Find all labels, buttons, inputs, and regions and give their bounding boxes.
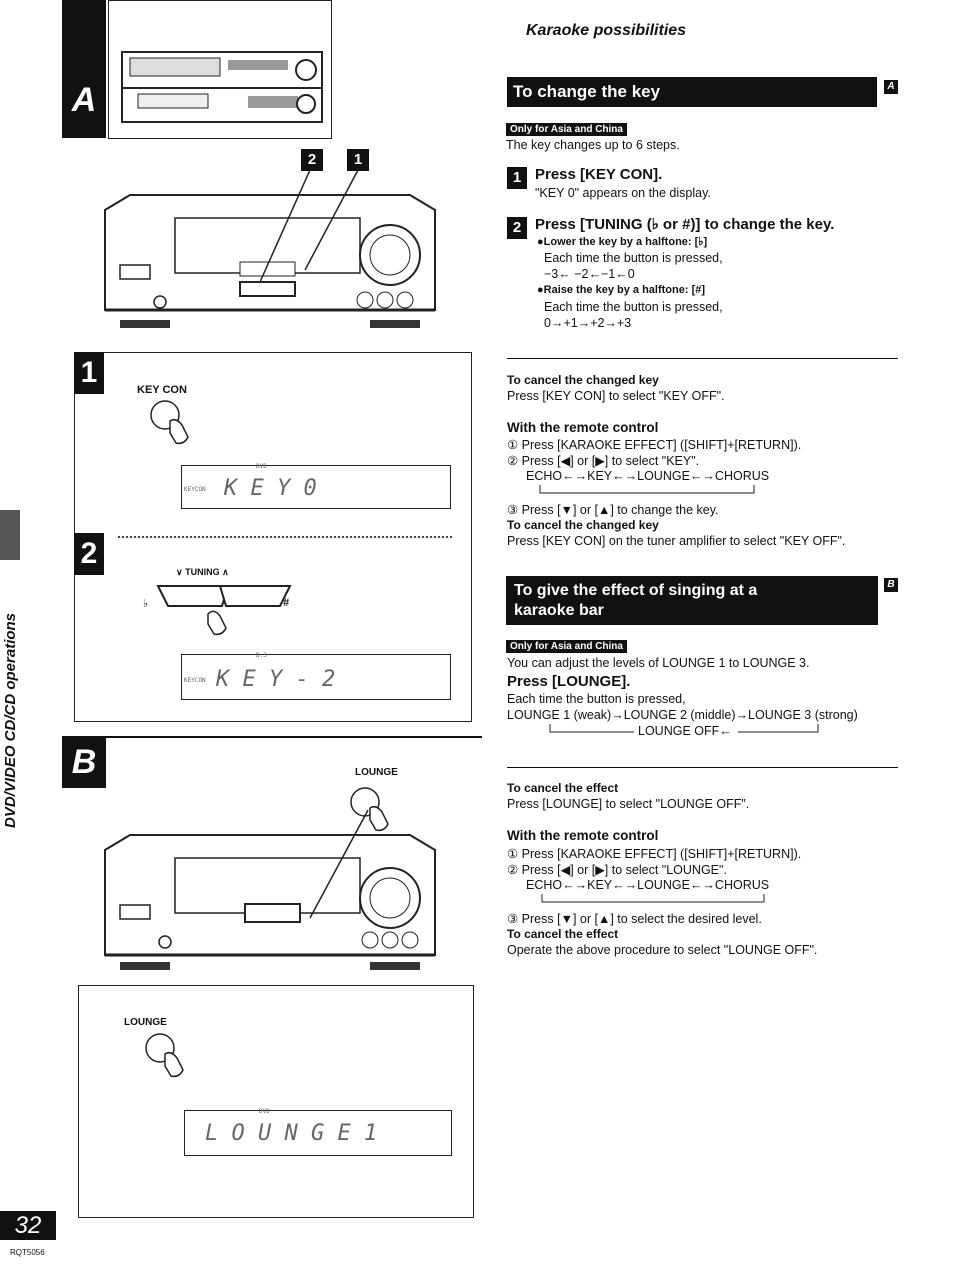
side-tab-marker: [0, 510, 20, 560]
remote-b-cancel-title: To cancel the effect: [507, 927, 619, 941]
finger-press-icon-b: [135, 1028, 215, 1080]
cancel-effect-desc: Press [LOUNGE] to select "LOUNGE OFF".: [507, 797, 750, 811]
marker-step-1: 1: [347, 149, 369, 171]
step-2-badge: 2: [74, 533, 104, 575]
section-b-letter-icon: B: [884, 578, 898, 592]
step-2-title: Press [TUNING (♭ or #)] to change the key.: [535, 216, 835, 233]
step-1-title: Press [KEY CON].: [535, 166, 663, 183]
remote-b-cancel-desc: Operate the above procedure to select "LOUNGE OFF".: [507, 943, 818, 957]
remote-b-step-1: ① Press [KARAOKE EFFECT] ([SHIFT]+[RETURN]).: [507, 847, 802, 861]
remote-b-cycle-arrow: [538, 894, 768, 906]
region-tag-b: Only for Asia and China: [506, 640, 627, 653]
section-a-letter-icon: A: [884, 80, 898, 94]
press-lounge-desc: Each time the button is pressed,: [507, 692, 686, 706]
tuning-buttons-icon: [150, 580, 300, 640]
lower-key-title: ●Lower the key by a halftone: [♭]: [537, 236, 708, 248]
cancel-effect-title: To cancel the effect: [507, 781, 619, 795]
region-tag-a: Only for Asia and China: [506, 123, 627, 136]
lounge-sequence-back: LOUNGE OFF←: [638, 724, 732, 738]
page-heading: Karaoke possibilities: [526, 22, 687, 39]
remote-b-title: With the remote control: [507, 828, 659, 843]
section-b-rule: [507, 767, 898, 768]
key-con-label: KEY CON: [137, 384, 187, 396]
remote-a-step-3: ③ Press [▼] or [▲] to change the key.: [507, 503, 719, 517]
lounge-lcd-display: DVD L O U N G E 1: [184, 1110, 452, 1156]
step-1-desc: "KEY 0" appears on the display.: [535, 186, 711, 200]
section-a-marker: A: [62, 0, 106, 138]
cancel-key-desc: Press [KEY CON] to select "KEY OFF".: [507, 389, 725, 403]
document-code: RQT5056: [10, 1248, 45, 1257]
section-a-rule: [507, 358, 898, 359]
remote-b-step-3: ③ Press [▼] or [▲] to select the desired level.: [507, 912, 762, 926]
tuning-label: ∨ TUNING ∧: [176, 567, 229, 577]
section-a-intro: The key changes up to 6 steps.: [506, 138, 680, 152]
remote-a-cancel-desc: Press [KEY CON] on the tuner amplifier to select "KEY OFF".: [507, 534, 846, 548]
raise-key-sequence: 0→+1→+2→+3: [544, 316, 632, 330]
amplifier-illustration-b: [100, 780, 440, 970]
remote-a-cancel-title: To cancel the changed key: [507, 518, 659, 532]
cancel-key-title: To cancel the changed key: [507, 373, 659, 387]
remote-a-step-1: ① Press [KARAOKE EFFECT] ([SHIFT]+[RETURN]).: [507, 438, 802, 452]
dotted-divider: [118, 536, 452, 538]
finger-press-icon: [140, 397, 220, 449]
section-b-banner: To give the effect of singing at a karaoke bar: [506, 576, 878, 625]
section-b-marker: B: [62, 736, 106, 788]
key-lcd-display-1: KEYCON DVD K E Y 0: [181, 465, 451, 509]
marker-step-2: 2: [301, 149, 323, 171]
section-a-banner: To change the key: [507, 77, 877, 107]
lower-key-sequence: −3← −2←−1←0: [544, 267, 635, 281]
raise-key-desc: Each time the button is pressed,: [544, 300, 723, 314]
lounge-label: LOUNGE: [124, 1017, 167, 1028]
section-b-intro: You can adjust the levels of LOUNGE 1 to LOUNGE 3.: [507, 656, 810, 670]
flat-symbol: ♭: [143, 598, 149, 610]
key-lcd-display-2: KEYCON D.3 K E Y - 2: [181, 654, 451, 700]
stereo-system-illustration: [108, 0, 332, 140]
lounge-sequence: LOUNGE 1 (weak)→LOUNGE 2 (middle)→LOUNGE 3 (strong): [507, 708, 858, 722]
lounge-top-label: LOUNGE: [355, 767, 398, 778]
step-1-badge: 1: [74, 352, 104, 394]
press-lounge-title: Press [LOUNGE].: [507, 673, 631, 690]
section-b-divider: [62, 736, 482, 738]
lower-key-desc: Each time the button is pressed,: [544, 251, 723, 265]
remote-b-step-2: ② Press [◀] or [▶] to select "LOUNGE".: [507, 863, 727, 877]
amplifier-illustration: [100, 170, 440, 330]
right-step-2-badge: 2: [507, 217, 527, 239]
raise-key-title: ●Raise the key by a halftone: [#]: [537, 284, 706, 296]
remote-a-title: With the remote control: [507, 420, 659, 435]
remote-b-cycle: ECHO←→KEY←→LOUNGE←→CHORUS: [526, 878, 770, 892]
side-tab-label: DVD/VIDEO CD/CD operations: [2, 612, 19, 828]
remote-a-cycle: ECHO←→KEY←→LOUNGE←→CHORUS: [526, 469, 770, 483]
sharp-symbol: #: [283, 597, 290, 609]
page-number: 32: [0, 1211, 56, 1240]
right-step-1-badge: 1: [507, 167, 527, 189]
remote-a-step-2: ② Press [◀] or [▶] to select "KEY".: [507, 454, 700, 468]
remote-a-cycle-arrow: [536, 485, 758, 497]
